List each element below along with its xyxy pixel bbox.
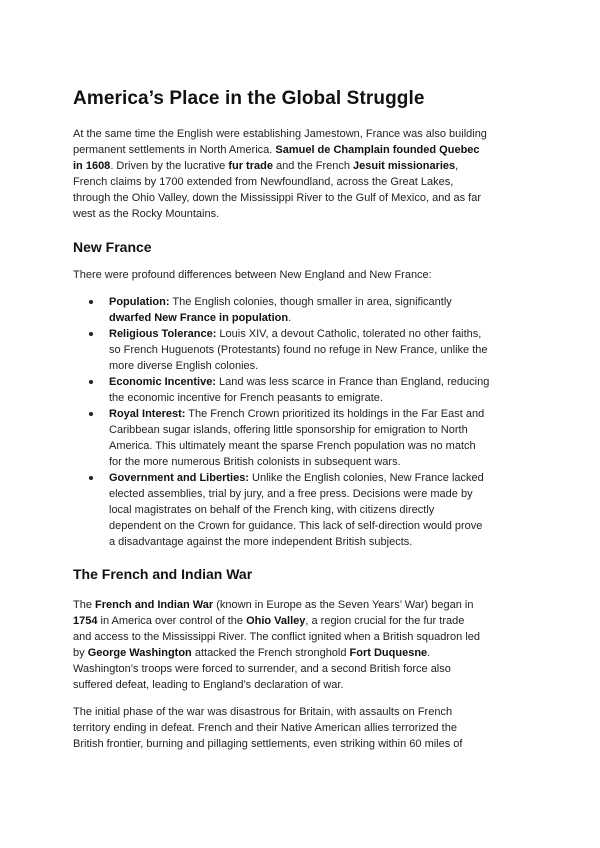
war-paragraph-1	[73, 597, 480, 693]
text-line	[73, 597, 480, 613]
bold-text: George Washington	[87, 647, 192, 659]
heading-new-france: New France	[73, 239, 152, 255]
text: and access to the Mississippi River. The conflict ignited when a British squadron led	[73, 631, 481, 643]
list-item	[73, 406, 489, 470]
text-line	[73, 267, 432, 283]
text: The initial phase of the war was disastrous for Britain, with assaults on French	[73, 706, 453, 718]
text-line	[109, 310, 489, 326]
text: (known in Europe as the Seven Years’ War) began in	[213, 599, 474, 611]
bold-text: Samuel de Champlain founded Quebec	[275, 144, 480, 156]
text: French claims by 1700 extended from Newfoundland, across the Great Lakes,	[73, 176, 454, 188]
text-line	[109, 438, 489, 454]
text: territory ending in defeat. French and their Native American allies terrorized the	[73, 722, 457, 734]
bold-text: 1754	[73, 615, 98, 627]
text: through the Ohio Valley, down the Mississippi River to the Gulf of Mexico, and as far	[73, 192, 482, 204]
bold-text: Jesuit missionaries	[353, 160, 456, 172]
text: The	[73, 599, 96, 611]
text-line	[73, 126, 487, 142]
text-line	[109, 470, 489, 486]
text-line	[109, 502, 489, 518]
text: local magistrates on behalf of the French king, with citizens directly	[109, 504, 435, 516]
text: British frontier, burning and pillaging settlements, even striking within 60 miles of	[73, 738, 463, 750]
text-line	[109, 294, 489, 310]
text: Washington’s troops were forced to surrender, and a second British force also	[73, 663, 451, 675]
text: There were profound differences between New England and New France:	[73, 269, 432, 281]
bullet-icon	[89, 476, 93, 480]
text: more diverse English colonies.	[109, 360, 259, 372]
text-line	[73, 613, 480, 629]
bold-text: dwarfed New France in population	[109, 312, 289, 324]
heading-french-indian-war: The French and Indian War	[73, 566, 253, 582]
text-line	[73, 158, 487, 174]
text-line	[109, 390, 489, 406]
text: .	[288, 312, 292, 324]
text: .	[427, 647, 431, 659]
bullet-icon	[89, 380, 93, 384]
text: the economic incentive for French peasants to emigrate.	[109, 392, 383, 404]
bullet-icon	[89, 412, 93, 416]
text: ,	[455, 160, 459, 172]
text-line	[73, 645, 480, 661]
text-line	[109, 358, 489, 374]
bold-text: Population:	[109, 296, 170, 308]
text: dependent on the Crown for guidance. This lack of self-direction would prove	[109, 520, 483, 532]
text: Caribbean sugar islands, offering little sponsorship for emigration to North	[109, 424, 468, 436]
text-line	[109, 518, 489, 534]
text: by	[73, 647, 88, 659]
text-line	[73, 174, 487, 190]
text-line	[73, 736, 462, 752]
text: permanent settlements in North America.	[73, 144, 276, 156]
text: in America over control of the	[97, 615, 247, 627]
text-line	[73, 720, 462, 736]
text-line	[73, 704, 462, 720]
text-line	[73, 206, 487, 222]
bold-text: fur trade	[228, 160, 273, 172]
bold-text: Religious Tolerance:	[109, 328, 217, 340]
text-line	[109, 422, 489, 438]
text: and the French	[272, 160, 354, 172]
bold-text: Government and Liberties:	[109, 472, 249, 484]
text: Land was less scarce in France than England, reducing	[215, 376, 490, 388]
bold-text: Royal Interest:	[109, 408, 186, 420]
text-line	[73, 190, 487, 206]
page-title: America’s Place in the Global Struggle	[73, 88, 425, 109]
text: . Driven by the lucrative	[110, 160, 229, 172]
intro-paragraph	[73, 126, 487, 222]
differences-list	[73, 294, 489, 550]
bold-text: Ohio Valley	[246, 615, 306, 627]
text: for the more numerous British colonists in subsequent wars.	[109, 456, 401, 468]
bold-text: in 1608	[73, 160, 111, 172]
text: elected assemblies, trial by jury, and a free press. Decisions were made by	[109, 488, 473, 500]
list-item	[73, 326, 489, 374]
bold-text: Economic Incentive:	[109, 376, 216, 388]
text: America. This ultimately meant the sparse French population was no match	[109, 440, 476, 452]
text: The French Crown prioritized its holdings in the Far East and	[185, 408, 485, 420]
text-line	[73, 142, 487, 158]
bold-text: French and Indian War	[95, 599, 214, 611]
text: so French Huguenots (Protestants) found no refuge in New France, unlike the	[109, 344, 488, 356]
bullet-icon	[89, 300, 93, 304]
text-line	[73, 629, 480, 645]
text-line	[109, 374, 489, 390]
text-line	[109, 326, 489, 342]
text-line	[73, 661, 480, 677]
text: west as the Rocky Mountains.	[73, 208, 220, 220]
text: , a region crucial for the fur trade	[305, 615, 465, 627]
text: The English colonies, though smaller in area, significantly	[169, 296, 452, 308]
text-line	[109, 342, 489, 358]
text-line	[109, 406, 489, 422]
text: Louis XIV, a devout Catholic, tolerated no other faiths,	[216, 328, 482, 340]
text: suffered defeat, leading to England’s declaration of war.	[73, 679, 344, 691]
text: Unlike the English colonies, New France lacked	[248, 472, 484, 484]
text-line	[109, 534, 489, 550]
text-line	[73, 677, 480, 693]
text: attacked the French stronghold	[191, 647, 350, 659]
new-france-lead	[73, 267, 432, 283]
list-item	[73, 374, 489, 406]
text-line	[109, 486, 489, 502]
war-paragraph-2	[73, 704, 462, 752]
bullet-icon	[89, 332, 93, 336]
bold-text: Fort Duquesne	[349, 647, 428, 659]
list-item	[73, 470, 489, 550]
text-line	[109, 454, 489, 470]
list-item	[73, 294, 489, 326]
text: a disadvantage against the more independent British subjects.	[109, 536, 413, 548]
text: At the same time the English were establishing Jamestown, France was also building	[73, 128, 487, 140]
